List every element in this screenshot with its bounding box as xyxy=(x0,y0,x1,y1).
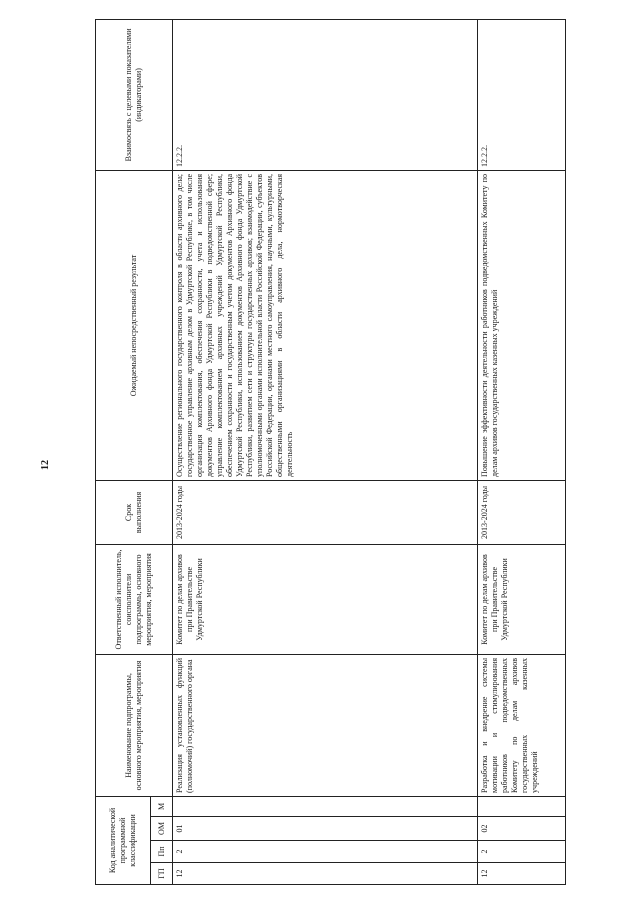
cell-executor: Комитет по делам архивов при Правительстве Удмуртской Республики xyxy=(478,544,566,654)
cell-om: 02 xyxy=(478,817,566,841)
header-om: ОМ xyxy=(151,817,173,841)
header-result: Ожидаемый непосредственный результат xyxy=(96,170,173,480)
table-row xyxy=(173,19,478,884)
cell-link: 12.2.2. xyxy=(478,19,566,170)
cell-name: Разработка и внедрение системы мотивации и стимулирования работников подведомственных Комитету по делам архивов государственных казенных учреждений xyxy=(478,654,566,796)
header-executor: Ответственный исполнитель, соисполнители подпрограммы, основного мероприятия, мероприятия xyxy=(96,544,173,654)
cell-gp: 12 xyxy=(173,863,478,885)
cell-m xyxy=(173,796,478,816)
header-term: Срок выполнения xyxy=(96,480,173,544)
measures-table xyxy=(95,19,566,885)
cell-pp: 2 xyxy=(173,841,478,863)
cell-executor: Комитет по делам архивов при Правительстве Удмуртской Республики xyxy=(173,544,478,654)
cell-om: 01 xyxy=(173,817,478,841)
header-code-group: Код аналитической программной классификации xyxy=(96,796,151,884)
header-pp: Пп xyxy=(151,841,173,863)
cell-pp: 2 xyxy=(478,841,566,863)
table-row xyxy=(478,19,566,884)
header-link: Взаимосвязь с целевыми показателями (индикаторами) xyxy=(96,19,173,170)
cell-m xyxy=(478,796,566,816)
header-row xyxy=(96,19,151,884)
rotated-table-container xyxy=(95,20,565,885)
header-m: М xyxy=(151,796,173,816)
header-gp: ГП xyxy=(151,863,173,885)
page-number: 12 xyxy=(40,460,51,470)
cell-result: Осуществление регионального государственного контроля в области архивного дела; государственное управление архивным делом в Удмуртской Республике, в том числе организация комплектования, обеспечения сохранности, учета и использования документов Архивного фонда Удмуртской Республики в подведомственной сфере; управление комплектованием архивных учреждений Удмуртской Республики, обеспечением сохранности и государственным учетом документов Архивного фонда Удмуртской Республики, использованием документов Архивного фонда Удмуртской Республики, развитием сети и структуры государственных архивов; взаимодействие с уполномоченными органами исполнительной власти Российской Федерации, субъектов Российской Федерации, органами местного самоуправления, научными, культурными, общественными организациями в области архивного дела, нормотворческая деятельность xyxy=(173,170,478,480)
cell-term: 2013-2024 годы xyxy=(478,480,566,544)
cell-gp: 12 xyxy=(478,863,566,885)
cell-result: Повышение эффективности деятельности работников подведомственных Комитету по делам архивов государственных казенных учреждений xyxy=(478,170,566,480)
cell-term: 2013-2024 годы xyxy=(173,480,478,544)
header-name: Наименование подпрограммы, основного мероприятия, мероприятия xyxy=(96,654,173,796)
cell-link: 12.2.2. xyxy=(173,19,478,170)
cell-name: Реализация установленных функций (полномочий) государственного органа xyxy=(173,654,478,796)
